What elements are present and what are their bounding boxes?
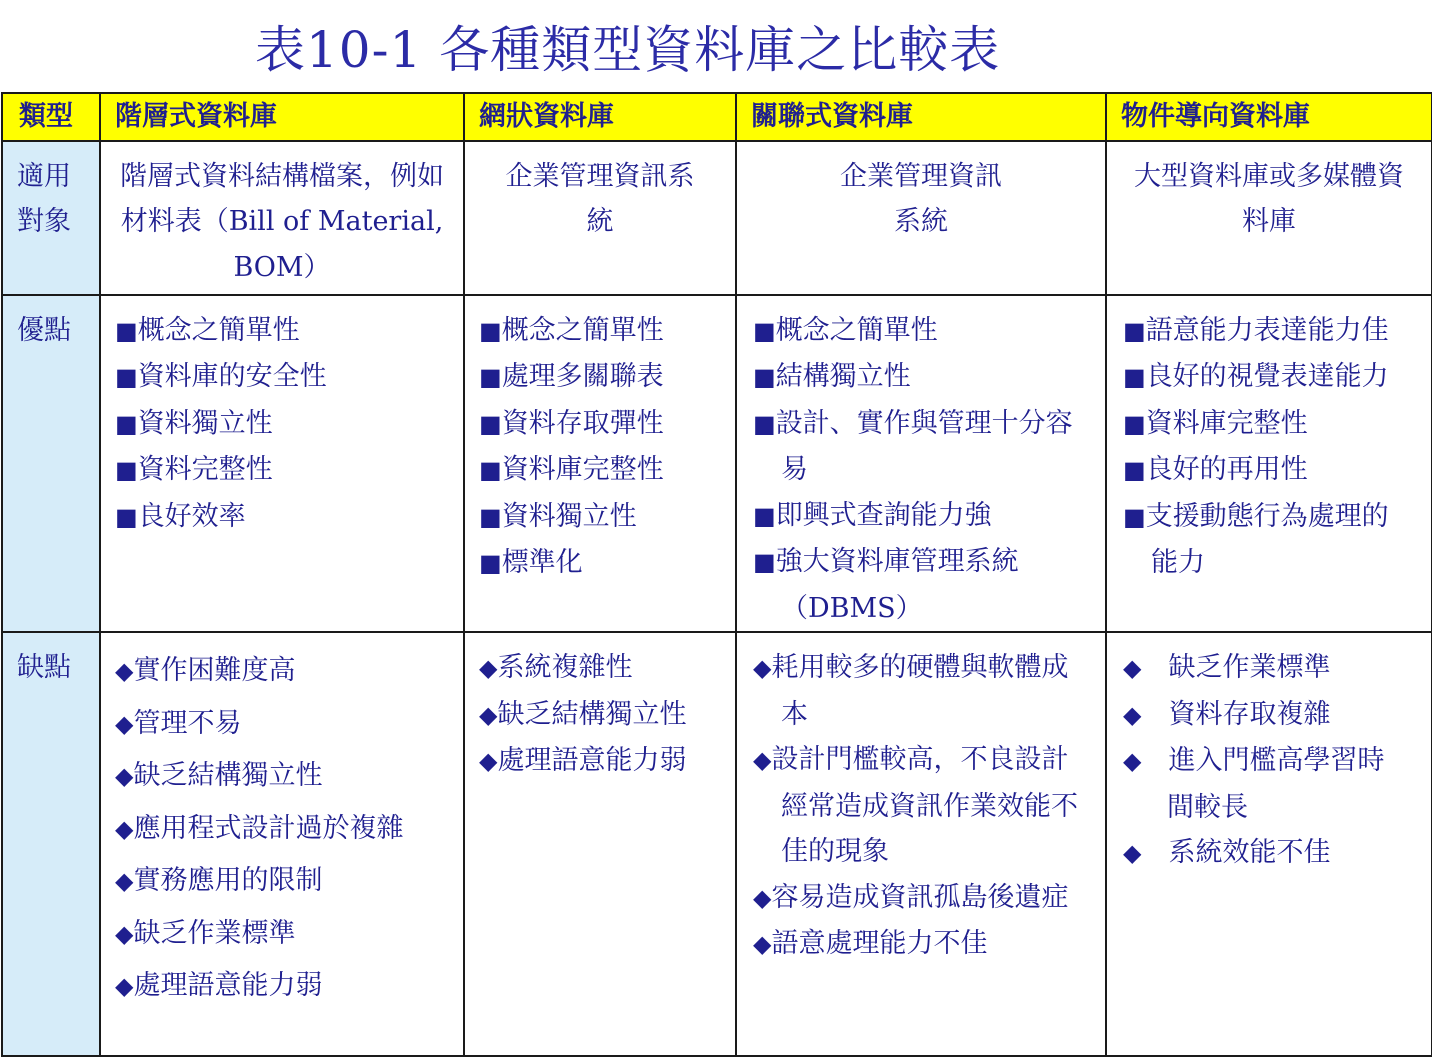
list-item: ■ 資料存取彈性: [479, 401, 725, 448]
page-title: 表10-1 各種類型資料庫之比較表: [255, 21, 1001, 79]
list-item: ■ 語意能力表達能力佳: [1123, 308, 1415, 355]
header-network: 網狀資料庫: [464, 93, 736, 141]
comparison-table: [1, 92, 1432, 1057]
list-item: ■ 資料庫完整性: [479, 447, 725, 494]
list-item: ◆ 進入門檻高學習時間較長: [1123, 738, 1411, 830]
list-item: ■ 資料完整性: [115, 447, 453, 494]
list-item: ◆ 系統效能不佳: [1123, 830, 1411, 877]
pros-network: [464, 295, 736, 633]
list-item: ■ 概念之簡單性: [479, 308, 725, 355]
applicable-hierarchical: 階層式資料結構檔案，例如材料表（Bill of Material, BOM）: [100, 141, 464, 295]
list-item: ■ 良好效率: [115, 494, 453, 541]
list-item: ■ 資料獨立性: [479, 494, 725, 541]
list-item: ◆ 處理語意能力弱: [479, 738, 725, 785]
list-item: ■ 資料獨立性: [115, 401, 453, 448]
pros-label: 優點: [2, 295, 100, 633]
list-item: ■ 設計、實作與管理十分容易: [753, 401, 1085, 493]
applicable-object-oriented: 大型資料庫或多媒體資料庫: [1106, 141, 1432, 295]
list-item: ◆ 缺乏作業標準: [1123, 645, 1411, 692]
list-item: ◆ 缺乏結構獨立性: [479, 692, 725, 739]
list-item: ■ 良好的再用性: [1123, 447, 1415, 494]
list-item: ◆ 應用程式設計過於複雜: [115, 803, 453, 856]
list-item: ◆ 管理不易: [115, 698, 453, 751]
list-item: ■ 強大資料庫管理系統（DBMS）: [753, 539, 1085, 631]
list-item: ◆ 語意處理能力不佳: [753, 921, 1085, 968]
header-row: [2, 93, 1432, 141]
header-object-oriented: 物件導向資料庫: [1106, 93, 1432, 141]
list-item: ◆ 資料存取複雜: [1123, 692, 1411, 739]
pros-hierarchical: [100, 295, 464, 633]
list-item: ■ 概念之簡單性: [753, 308, 1085, 355]
header-relational: 關聯式資料庫: [736, 93, 1106, 141]
cons-hierarchical: [100, 632, 464, 1056]
list-item: ■ 資料庫的安全性: [115, 354, 453, 401]
applicable-row: [2, 141, 1432, 295]
list-item: ◆ 實作困難度高: [115, 645, 453, 698]
list-item: ◆ 處理語意能力弱: [115, 960, 453, 1013]
cons-relational: [736, 632, 1106, 1056]
list-item: ■ 標準化: [479, 540, 725, 587]
applicable-network: 企業管理資訊系統: [464, 141, 736, 295]
list-item: ◆ 系統複雜性: [479, 645, 725, 692]
applicable-relational: 企業管理資訊系統: [736, 141, 1106, 295]
applicable-label: 適用對象: [2, 141, 100, 295]
pros-row: [2, 295, 1432, 633]
cons-network: [464, 632, 736, 1056]
cons-object-oriented: [1106, 632, 1432, 1056]
pros-object-oriented: [1106, 295, 1432, 633]
list-item: ◆ 容易造成資訊孤島後遺症: [753, 875, 1085, 922]
list-item: ■ 處理多關聯表: [479, 354, 725, 401]
list-item: ◆ 缺乏作業標準: [115, 908, 453, 961]
list-item: ◆ 實務應用的限制: [115, 855, 453, 908]
header-type: 類型: [2, 93, 100, 141]
header-hierarchical: 階層式資料庫: [100, 93, 464, 141]
cons-row: [2, 632, 1432, 1056]
list-item: ■ 支援動態行為處理的能力: [1123, 494, 1415, 586]
list-item: ◆ 缺乏結構獨立性: [115, 750, 453, 803]
list-item: ◆ 設計門檻較高，不良設計經常造成資訊作業效能不佳的現象: [753, 737, 1085, 875]
cons-label: 缺點: [2, 632, 100, 1056]
pros-relational: [736, 295, 1106, 633]
list-item: ■ 即興式查詢能力強: [753, 493, 1085, 540]
list-item: ■ 結構獨立性: [753, 354, 1085, 401]
list-item: ■ 良好的視覺表達能力: [1123, 354, 1415, 401]
list-item: ■ 概念之簡單性: [115, 308, 453, 355]
list-item: ◆ 耗用較多的硬體與軟體成本: [753, 645, 1085, 737]
list-item: ■ 資料庫完整性: [1123, 401, 1415, 448]
